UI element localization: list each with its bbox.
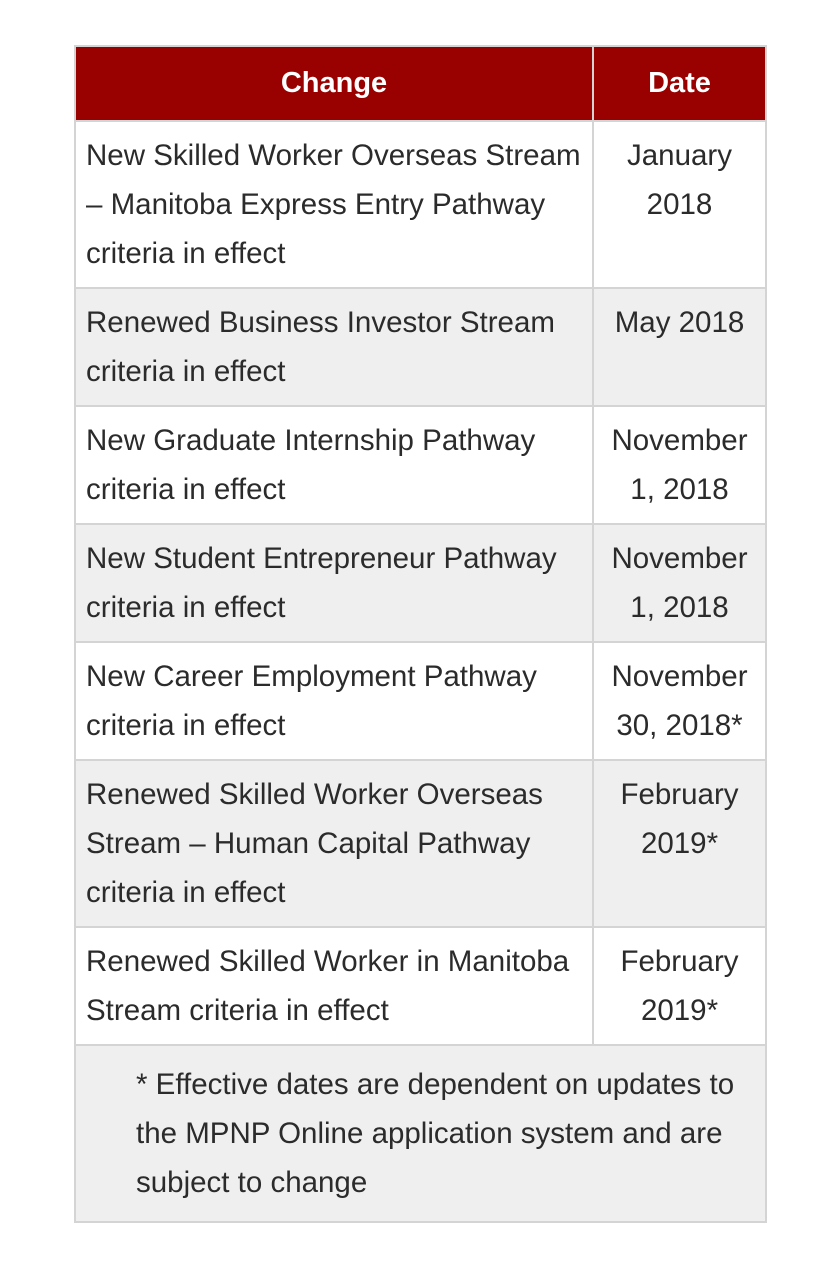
table-row [75,524,766,642]
date-cell [593,288,766,406]
change-cell: Renewed Skilled Worker Overseas Stream – Human Capital Pathway criteria in effect [75,760,593,927]
change-cell: New Graduate Internship Pathway criteria in effect [75,406,593,524]
date-line: 2019* [640,827,719,860]
change-cell: New Skilled Worker Overseas Stream – Manitoba Express Entry Pathway criteria in effect [75,121,593,288]
table-row [75,406,766,524]
date-line: May 2018 [614,306,745,339]
date-line: 30, 2018* [616,709,743,742]
date-cell [593,927,766,1045]
table-row [75,288,766,406]
table-row [75,760,766,927]
date-cell [593,524,766,642]
change-cell: Renewed Business Investor Stream criteria in effect [75,288,593,406]
header-change: Change [75,46,593,121]
date-cell [593,642,766,760]
footnote-row [75,1045,766,1222]
date-line: November [611,542,748,575]
change-cell: Renewed Skilled Worker in Manitoba Stream criteria in effect [75,927,593,1045]
table-row [75,642,766,760]
table-row [75,927,766,1045]
footnote: * Effective dates are dependent on updates to the MPNP Online application system and are subject to change [75,1045,766,1222]
table-header-row [75,46,766,121]
date-line: January [627,139,732,172]
date-line: November [611,424,748,457]
header-date: Date [593,46,766,121]
date-line: February [620,945,739,978]
date-line: November [611,660,748,693]
date-line: 1, 2018 [630,591,729,624]
date-line: 2019* [640,994,719,1027]
change-cell: New Career Employment Pathway criteria in effect [75,642,593,760]
change-cell: New Student Entrepreneur Pathway criteria in effect [75,524,593,642]
date-cell [593,760,766,927]
date-line: 1, 2018 [630,473,729,506]
date-line: 2018 [646,188,713,221]
date-line: February [620,778,739,811]
mpnp-changes-table [74,45,767,1223]
date-cell [593,406,766,524]
date-cell [593,121,766,288]
table-row [75,121,766,288]
